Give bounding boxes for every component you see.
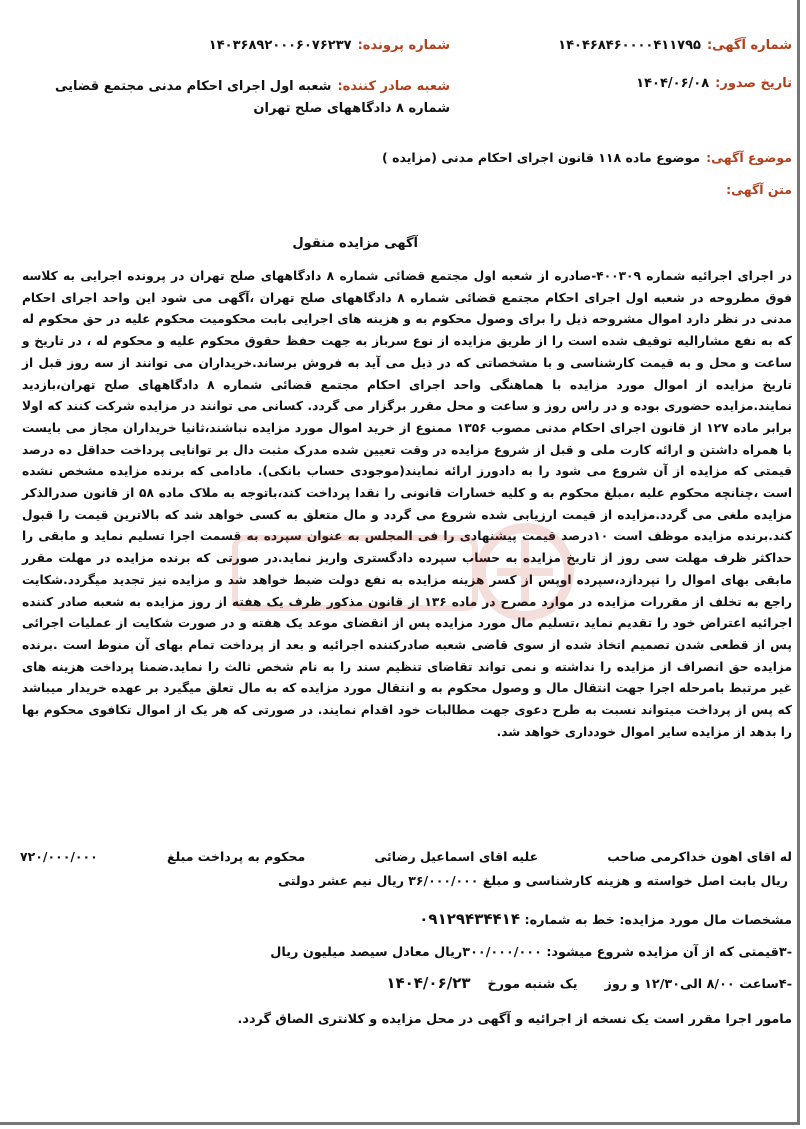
property-spec (20, 904, 792, 936)
time-date: ۱۴۰۴/۰۶/۲۳ (386, 974, 471, 992)
notice-subject (382, 150, 792, 165)
parties-line-2: ریال بابت اصل خواسته و هزینه کارشناسی و مبلغ ۳۶/۰۰۰/۰۰۰ ریال نیم عشر دولتی (278, 873, 788, 888)
case-number-label: شماره پرونده: (357, 38, 450, 53)
notice-title: آگهی مزایده منقول (292, 236, 418, 251)
time-prefix: -۴ساعت ۸/۰۰ الی۱۲/۳۰ و روز (604, 977, 792, 992)
auction-time (20, 968, 792, 1000)
judgment-amount: ۷۲۰/۰۰۰/۰۰۰ (20, 849, 98, 864)
payment-phrase: محکوم به پرداخت مبلغ (166, 849, 306, 864)
notice-number (558, 38, 792, 53)
debtor-name: علیه اقای اسماعیل رضائی (374, 849, 539, 864)
issue-date-value: ۱۴۰۴/۰۶/۰۸ (636, 76, 710, 91)
case-number-value: ۱۴۰۳۶۸۹۲۰۰۰۶۰۷۶۲۳۷ (208, 38, 352, 53)
issue-date (636, 76, 792, 91)
parties-line-1 (20, 845, 792, 869)
case-number (209, 38, 450, 53)
parties-section (20, 845, 792, 893)
notice-header (14, 28, 792, 128)
notice-number-label: شماره آگهی: (706, 38, 792, 53)
footer-note: مامور اجرا مقرر است یک نسخه از اجرائیه و آگهی در محل مزایده و کلانتری الصاق گردد. (237, 1012, 792, 1027)
subject-value: موضوع ماده ۱۱۸ قانون اجرای احکام مدنی (مزایده ) (382, 150, 701, 165)
start-price: -۳قیمتی که از آن مزایده شروع میشود: ۳۰۰/۰۰۰/۰۰۰ریال معادل سیصد میلیون ریال (270, 945, 792, 960)
issue-date-label: تاریخ صدور: (715, 76, 792, 91)
property-label: مشخصات مال مورد مزایده: خط به شماره: (524, 913, 792, 928)
subject-label: موضوع آگهی: (706, 150, 792, 165)
auction-specs (20, 904, 792, 1000)
property-line-number: ۰۹۱۲۹۴۳۴۴۱۴ (419, 910, 520, 928)
creditor-name: له اقای اهون خداکرمی صاحب (607, 849, 792, 864)
time-day: یک شنبه مورخ (487, 977, 578, 992)
issuing-branch (30, 76, 450, 120)
issuing-branch-label: شعبه صادر کننده: (337, 79, 450, 94)
notice-number-value: ۱۴۰۴۶۸۴۶۰۰۰۰۴۱۱۷۹۵ (558, 38, 701, 53)
notice-text-label: متن آگهی: (726, 182, 792, 197)
issuing-branch-value: شعبه اول اجرای احکام مدنی مجتمع قضایی شماره ۸ دادگاههای صلح تهران (54, 79, 450, 116)
notice-body: در اجرای اجرائیه شماره ۴۰۰۳۰۹-صادره از شعبه اول مجتمع قضائی شماره ۸ دادگاههای صلح تهران در پرونده اجرایی به کلاسه فوق مطروحه در شعبه اول اجرای احکام مجتمع قضائی شماره ۸ دادگاههای صلح تهران ،آگهی می شود این واحد اجرای احکام مدنی در نظر دارد اموال مشروحه ذیل را برای وصول محکوم به و هزینه های اجرایی بابت محکومیت محکوم علیه در حق محکوم له که به نفع مشارالیه توقیف شده است را از طریق مزایده از نوع سرباز به جهت حفظ حقوق محکوم علیه و محکوم له ، در تاریخ و ساعت و محل و به قیمت کارشناسی و با مشخصاتی که در ذیل می آید به فروش برساند.خریداران می توانند از سه روز قبل از تاریخ مزایده از اموال مورد مزایده با هماهنگی واحد اجرای احکام مجتمع قضائی شماره ۸ دادگاههای صلح تهران،بازدید نمایند.مزایده حضوری بوده و در راس روز و ساعت و محل مقرر برگزار می گردد. کسانی می توانند در مزایده شرکت کنند که اولا برابر ماده ۱۲۷ از قانون اجرای احکام مدنی مصوب ۱۳۵۶ ممنوع از خرید اموال مورد مزایده نباشند،ثانیا خریداران مجاز می بایست با همراه داشتن و ارائه کارت ملی و قبل از شروع مزایده در وقت تعیین شده مدرک مثبت دال بر توانایی پرداخت حداقل ده درصد قیمتی که مزایده از آن شروع می شود را به دادورز ارائه نمایند(موجودی حساب بانکی). مادامی که برنده مزایده مشخص نشده است ،چنانچه محکوم علیه ،مبلغ محکوم به و کلیه خسارات قانونی را نقدا پرداخت کند،باتوجه به ملاک ماده ۵۸ از قانون صدرالذکر مزایده ملغی می گردد.مزایده از قیمت ارزیابی شده شروع می گردد و مال متعلق به کسی خواهد شد که بالاترین قیمت را قبول کند.برنده مزایده موظف است ۱۰درصد قیمت پیشنهادی را فی المجلس به عنوان سپرده به قسمت اجرا تسلیم نماید و مابقی را حداکثر ظرف مهلت سی روز از تاریخ مزایده به حساب سپرده دادگستری واریز نماید.در صورتی که برنده مزایده در مهلت مقرر مابقی بهای اموال را نپردازد،سپرده اوپس از کسر هزینه مزایده به نفع دولت ضبط خواهد شد و مزایده نیز تجدید میگردد.شکایت راجع به تخلف از مقررات مزایده در موارد مصرح در ماده ۱۳۶ از قانون مذکور ظرف یک هفته از روز مزایده به شعبه صادر کننده اجرائیه اعتراض خود را تقدیم نماید ،تسلیم مال مورد مزایده پس از انقضای موعد یک هفته و در صورت شکایت از عملیات اجرائی پس از قطعی شدن تصمیم اتخاذ شده از سوی قاضی شعبه صادرکننده اجرائیه و بعد از پرداخت تمام بهای آن منوط است .برنده مزایده حق انصراف از مزایده را نداشته و نمی تواند تقاضای تنظیم سند را به نام شخص ثالث را نماید.ضمنا پرداخت هزینه های غیر مرتبط بامرحله اجرا جهت انتقال مال و وصول محکوم به و انتقال مورد مزایده که به مال تعلق میگیرد بر عهده خریدار میباشد که پس از پرداخت میتواند نسبت به طرح دعوی جهت مطالبات خود اقدام نمایند. در صورتی که هر یک از اموال تکافوی محکوم بها را بدهد از مزایده سایر اموال خودداری خواهد شد. (22, 269, 793, 739)
